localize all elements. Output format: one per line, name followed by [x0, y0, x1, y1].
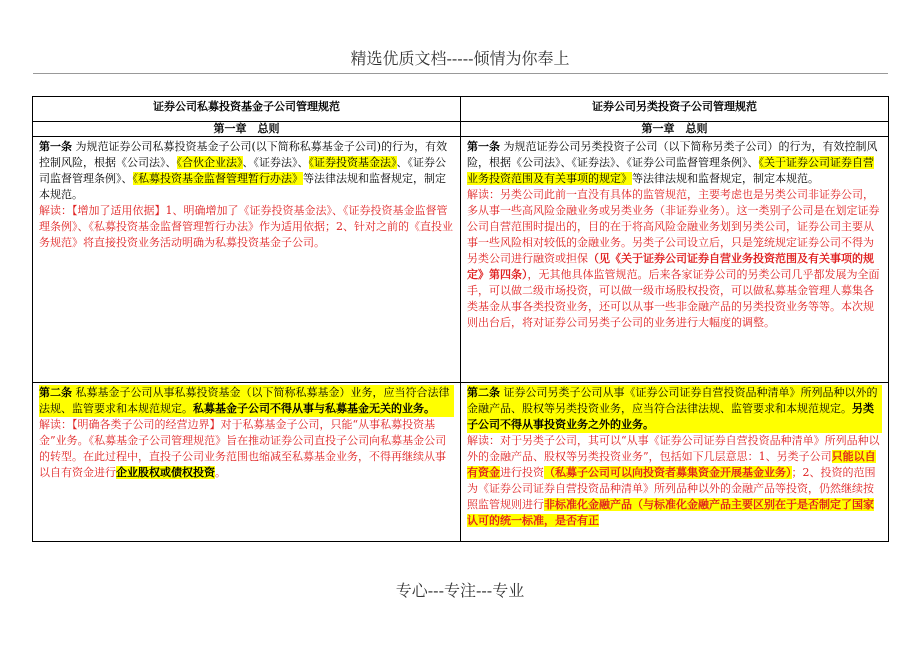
interpretation-bold-text: 非标准化金融产品 — [544, 498, 632, 511]
highlight-text: 《合伙企业法》 — [176, 156, 243, 169]
interpretation-text: 。 — [215, 466, 226, 479]
interpretation-text: 进行投资 — [500, 466, 544, 479]
highlight-text: 《私募投资基金监督管理暂行办法》 — [132, 172, 303, 185]
article-label: 第二条 — [39, 386, 72, 399]
interpretation-text: 对于另类子公司，其可以“从事《证券公司证券自营投资品种清单》所列品种以外的金融产品、股权等另类投资业务”，包括如下几层意思：1、另类子公司 — [467, 434, 880, 463]
interpretation-bold-text: （私募子公司可以向投资者募集资金开展基金业务） — [544, 466, 792, 479]
article-two-row — [33, 383, 889, 542]
left-title: 证券公司私募投资基金子公司管理规范 — [33, 97, 461, 122]
left-article-one-cell — [33, 137, 461, 383]
article-text: 证券公司另类子公司从事《证券公司证券自营投资品种清单》所列品种以外的金融产品、股权等另类投资业务，应当符合法律法规、监管要求和本规范规定。 — [467, 386, 878, 415]
interpretation-bold-text: （与标准化金融产品主要区别在于是否制定了国家认可的统一标准，是否有正 — [467, 498, 874, 527]
interpretation-bold-text: 只能以自有资金 — [467, 450, 876, 479]
right-title: 证券公司另类投资子公司管理规范 — [461, 97, 889, 122]
interpretation-label: 解读： — [39, 204, 72, 217]
interpretation-text: ，无其他具体监管规范。后来各家证券公司的另类公司几乎都发展为全面手，可以做二级市场投资，可以做一级市场股权投资，可以做私募基金管理人募集各类基金从事各类投资业务，还可以从事一些非金融产品的另类投资业务等等。本次规则出台后，将对证券公司另类子公司的业务进行大幅度的调整。 — [467, 268, 880, 329]
interpretation-text: 【增加了适用依据】1、明确增加了《证券投资基金法》、《证券投资基金监督管理条例》、《私募投资基金监督管理暂行办法》作为适用依据；2、针对之前的《直投业务规范》将直接投资业务活动明确为私募投资基金子公司。 — [39, 204, 453, 249]
page-header: 精选优质文档-----倾情为你奉上 — [350, 49, 570, 68]
page-footer: 专心---专注---专业 — [395, 581, 525, 600]
left-interpretation-one — [39, 203, 454, 251]
article-bold-text: 私募基金子公司不得从事与私募基金无关的业务。 — [193, 402, 435, 415]
article-text: 等法律法规和监督规定，制定本规范。 — [632, 172, 819, 185]
interpretation-label: 解读： — [467, 188, 500, 201]
left-chapter: 第一章 总则 — [33, 122, 461, 137]
article-text: 为规范证券公司另类投资子公司（以下简称另类子公司）的行为，有效控制风险，根据《公司法》、《证券法》、《证券公司监督管理条例》、 — [467, 140, 878, 169]
right-interpretation-two — [467, 433, 882, 529]
comparison-table — [32, 96, 889, 542]
article-label: 第二条 — [467, 386, 500, 399]
left-article-two — [39, 385, 454, 417]
interpretation-label: 解读： — [467, 434, 500, 447]
interpretation-text: 另类公司此前一直没有具体的监管规范，主要考虑也是另类公司非证券公司，多从事一些高风险金融业务或另类业务（非证券业务）。这一类别子公司是在划定证券公司自营范围时提出的，目的在于将高风险金融业务划到另类公司，证券公司主要从事一些风险相对较低的金融业务。另类子公司设立后，只是笼统规定证券公司不得为另类公司进行融资或担保 — [467, 188, 880, 265]
article-bold-text: 另类子公司不得从事投资业务之外的业务。 — [467, 402, 874, 431]
interpretation-text: ；2、投资的范围为《证券公司证券自营投资品种清单》所列品种以外的金融产品等投资，仍然继续按照监管规则进行 — [467, 466, 876, 511]
article-one-row — [33, 137, 889, 383]
title-row — [33, 97, 889, 122]
left-article-two-cell — [33, 383, 461, 542]
article-text: 等法律法规和监督规定，制定本规范。 — [39, 172, 446, 201]
article-label: 第一条 — [467, 140, 500, 153]
interpretation-label: 解读： — [39, 418, 72, 431]
highlight-text: 《证券投资基金法》 — [308, 156, 397, 169]
article-text: 、《证券法》、 — [242, 156, 309, 169]
left-interpretation-two — [39, 417, 454, 481]
highlight-text: 《关于证券公司证券自营业务投资范围及有关事项的规定》 — [467, 156, 874, 185]
interpretation-bold-text: 企业股权或债权投资 — [116, 466, 215, 479]
right-article-one — [467, 139, 882, 187]
right-chapter: 第一章 总则 — [461, 122, 889, 137]
article-label: 第一条 — [39, 140, 72, 153]
right-interpretation-one — [467, 187, 882, 331]
article-text: 为规范证券公司私募投资基金子公司(以下简称私募基金子公司)的行为，有效控制风险，根据《公司法》、 — [39, 140, 448, 169]
right-article-two-cell — [461, 383, 889, 542]
header-divider — [33, 73, 888, 74]
interpretation-text: 【明确各类子公司的经营边界】对于私募基金子公司，只能“从事私募投资基金”业务。《私募基金子公司管理规范》旨在推动证券公司直投子公司向私募基金公司的转型。在此过程中，直投子公司业务范围也缩减至私募基金业务，不得再继续从事以自有资金进行 — [39, 418, 447, 479]
right-article-one-cell — [461, 137, 889, 383]
left-article-one — [39, 139, 454, 203]
article-text: 私募基金子公司从事私募投资基金（以下简称私募基金）业务，应当符合法律法规、监管要求和本规范规定。 — [39, 386, 450, 415]
right-article-two — [467, 385, 882, 433]
chapter-row — [33, 122, 889, 137]
interpretation-bold-text: （见《关于证券公司证券自营业务投资范围及有关事项的规定》第四条） — [467, 252, 874, 281]
article-text: 、《证券公司监督管理条例》、 — [39, 156, 446, 185]
